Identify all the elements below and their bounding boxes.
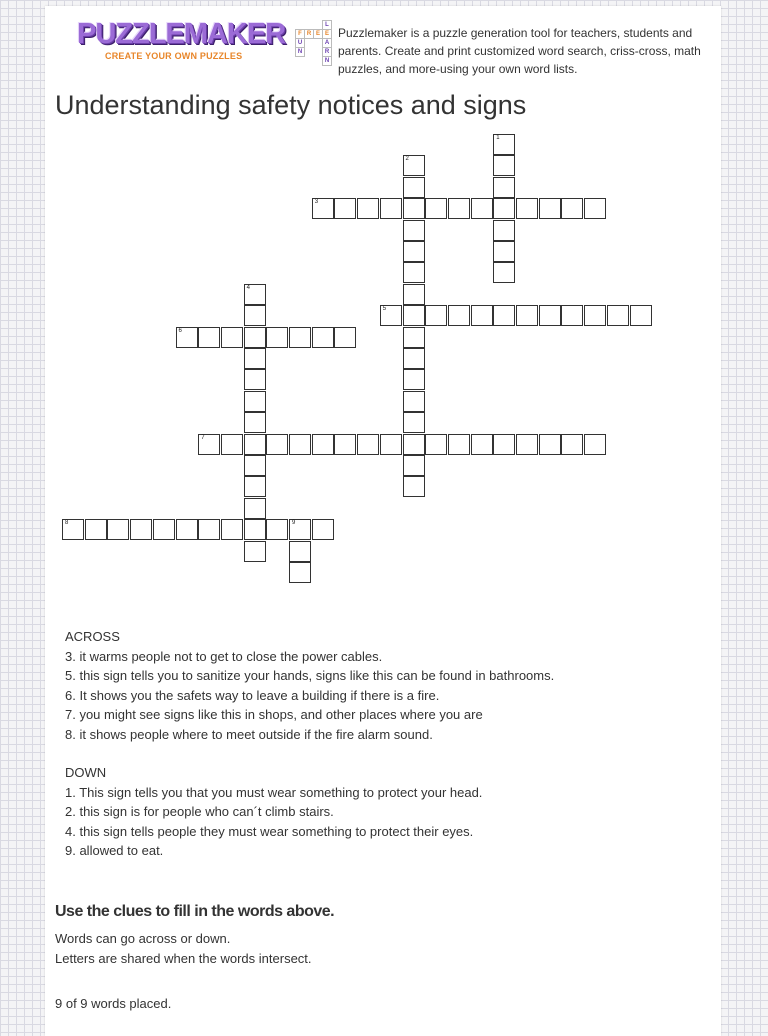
grid-cell[interactable]	[448, 434, 470, 455]
grid-cell[interactable]	[289, 327, 311, 348]
grid-cell[interactable]	[561, 434, 583, 455]
grid-cell[interactable]	[357, 198, 379, 219]
grid-cell[interactable]	[403, 284, 425, 305]
grid-cell[interactable]	[289, 434, 311, 455]
logo-mini-cell: N	[295, 47, 305, 57]
grid-cell[interactable]	[448, 198, 470, 219]
grid-cell[interactable]	[221, 434, 243, 455]
logo-mini-cell: L	[322, 20, 332, 30]
grid-cell[interactable]	[153, 519, 175, 540]
across-clue: 7. you might see signs like this in shops, and other places where you are	[65, 707, 483, 722]
clues-section	[65, 627, 705, 861]
grid-cell[interactable]	[244, 412, 266, 433]
logo-mini-cell: E	[313, 29, 323, 39]
grid-cell[interactable]	[62, 519, 84, 540]
grid-cell[interactable]	[107, 519, 129, 540]
words-placed-count: 9 of 9 words placed.	[55, 996, 172, 1011]
grid-cell[interactable]	[403, 434, 425, 455]
grid-cell[interactable]	[403, 198, 425, 219]
grid-cell[interactable]	[221, 519, 243, 540]
grid-cell[interactable]	[516, 434, 538, 455]
grid-cell[interactable]	[244, 476, 266, 497]
grid-cell[interactable]	[471, 198, 493, 219]
grid-cell[interactable]	[244, 541, 266, 562]
instructions-line: Words can go across or down.	[55, 931, 231, 946]
puzzlemaker-logo[interactable]	[77, 14, 330, 66]
instructions-text	[55, 929, 312, 969]
grid-cell[interactable]	[198, 327, 220, 348]
grid-cell[interactable]	[244, 519, 266, 540]
grid-cell[interactable]	[425, 305, 447, 326]
intro-text: Puzzlemaker is a puzzle generation tool for teachers, students and parents. Create and print customized word search, criss-cross, math puzzles, and more-using your own word lists.	[338, 26, 701, 76]
grid-cell[interactable]	[312, 327, 334, 348]
clue-number: 9	[292, 520, 296, 527]
logo-mini-cell: U	[295, 38, 305, 48]
grid-cell[interactable]	[289, 541, 311, 562]
grid-cell[interactable]	[584, 305, 606, 326]
grid-cell[interactable]	[584, 434, 606, 455]
down-clue: 2. this sign is for people who can´t climb stairs.	[65, 804, 334, 819]
grid-cell[interactable]	[471, 305, 493, 326]
across-clue: 6. It shows you the safets way to leave a building if there is a fire.	[65, 687, 440, 703]
grid-cell[interactable]	[403, 476, 425, 497]
grid-cell[interactable]	[493, 434, 515, 455]
grid-cell[interactable]	[244, 348, 266, 369]
grid-cell[interactable]	[584, 198, 606, 219]
grid-cell[interactable]	[312, 519, 334, 540]
clue-number: 8	[65, 520, 69, 527]
grid-cell[interactable]	[403, 348, 425, 369]
grid-cell[interactable]	[403, 455, 425, 476]
grid-cell[interactable]	[266, 434, 288, 455]
grid-cell[interactable]	[493, 134, 515, 155]
down-clue: 9. allowed to eat.	[65, 843, 164, 858]
across-clue: 3. it warms people not to get to close the power cables.	[65, 648, 383, 664]
grid-cell[interactable]	[403, 369, 425, 390]
logo-wordmark: PUZZLEMAKER	[77, 18, 286, 50]
grid-cell[interactable]	[244, 391, 266, 412]
grid-cell[interactable]	[493, 220, 515, 241]
grid-cell[interactable]	[448, 305, 470, 326]
grid-cell[interactable]	[425, 434, 447, 455]
grid-cell[interactable]	[198, 434, 220, 455]
clue-number: 3	[314, 199, 319, 206]
grid-cell[interactable]	[630, 305, 652, 326]
grid-cell[interactable]	[266, 327, 288, 348]
logo-mini-cell: F	[295, 29, 305, 39]
grid-cell[interactable]	[357, 434, 379, 455]
down-clue: 1. This sign tells you that you must wear something to protect your head.	[65, 784, 483, 800]
clue-number: 6	[178, 327, 182, 334]
grid-cell[interactable]	[539, 198, 561, 219]
logo-tagline: CREATE YOUR OWN PUZZLES	[105, 51, 243, 61]
across-heading: ACROSS	[65, 629, 120, 644]
grid-cell[interactable]	[176, 519, 198, 540]
grid-cell[interactable]	[289, 562, 311, 583]
grid-cell[interactable]	[471, 434, 493, 455]
down-clue: 4. this sign tells people they must wear something to protect their eyes.	[65, 823, 474, 839]
grid-cell[interactable]	[312, 198, 334, 219]
grid-cell[interactable]	[493, 262, 515, 283]
grid-cell[interactable]	[516, 305, 538, 326]
logo-mini-cell: R	[322, 47, 332, 57]
grid-cell[interactable]	[539, 305, 561, 326]
grid-cell[interactable]	[312, 434, 334, 455]
puzzle-page	[45, 6, 721, 1036]
grid-cell[interactable]	[244, 327, 266, 348]
grid-cell[interactable]	[493, 155, 515, 176]
clue-number: 2	[405, 156, 409, 163]
clue-number: 1	[496, 135, 500, 141]
grid-cell[interactable]	[561, 198, 583, 219]
grid-cell[interactable]	[266, 519, 288, 540]
grid-cell[interactable]	[493, 241, 515, 262]
grid-cell[interactable]	[244, 498, 266, 519]
clue-number: 5	[382, 306, 387, 313]
down-heading: DOWN	[65, 765, 107, 780]
logo-mini-cell: R	[304, 29, 314, 39]
grid-cell[interactable]	[403, 177, 425, 198]
grid-cell[interactable]	[425, 198, 447, 219]
grid-cell[interactable]	[493, 177, 515, 198]
grid-cell[interactable]	[334, 327, 356, 348]
grid-cell[interactable]	[380, 198, 402, 219]
grid-cell[interactable]	[561, 305, 583, 326]
grid-cell[interactable]	[244, 284, 266, 305]
grid-cell[interactable]	[607, 305, 629, 326]
grid-cell[interactable]	[516, 198, 538, 219]
grid-cell[interactable]	[403, 391, 425, 412]
grid-cell[interactable]	[244, 434, 266, 455]
grid-cell[interactable]	[85, 519, 107, 540]
instructions-line: Letters are shared when the words intersect.	[55, 951, 312, 966]
page-title: Understanding safety notices and signs	[55, 90, 527, 120]
grid-cell[interactable]	[244, 305, 266, 326]
grid-cell[interactable]	[198, 519, 220, 540]
logo-mini-cell: N	[322, 56, 332, 66]
grid-cell[interactable]	[403, 305, 425, 326]
logo-mini-cell: E	[322, 29, 332, 39]
grid-cell[interactable]	[334, 198, 356, 219]
logo-mini-cell: A	[322, 38, 332, 48]
grid-cell[interactable]	[244, 455, 266, 476]
grid-cell[interactable]	[176, 327, 198, 348]
grid-cell[interactable]	[403, 262, 425, 283]
grid-cell[interactable]	[380, 305, 402, 326]
grid-cell[interactable]	[221, 327, 243, 348]
grid-cell[interactable]	[244, 369, 266, 390]
grid-cell[interactable]	[289, 519, 311, 540]
grid-cell[interactable]	[539, 434, 561, 455]
clue-number: 4	[246, 284, 250, 291]
grid-cell[interactable]	[403, 220, 425, 241]
grid-cell[interactable]	[403, 155, 425, 176]
logo-mini-crossword-icon	[295, 20, 335, 72]
grid-cell[interactable]	[380, 434, 402, 455]
grid-cell[interactable]	[403, 327, 425, 348]
grid-cell[interactable]	[334, 434, 356, 455]
grid-cell[interactable]	[403, 412, 425, 433]
instructions-title: Use the clues to fill in the words above.	[55, 903, 335, 920]
across-clue: 5. this sign tells you to sanitize your hands, signs like this can be found in bathrooms.	[65, 668, 555, 683]
clue-number: 7	[201, 434, 205, 441]
grid-cell[interactable]	[403, 241, 425, 262]
grid-cell[interactable]	[493, 198, 515, 219]
grid-cell[interactable]	[130, 519, 152, 540]
across-clue: 8. it shows people where to meet outside if the fire alarm sound.	[65, 726, 433, 742]
grid-cell[interactable]	[493, 305, 515, 326]
